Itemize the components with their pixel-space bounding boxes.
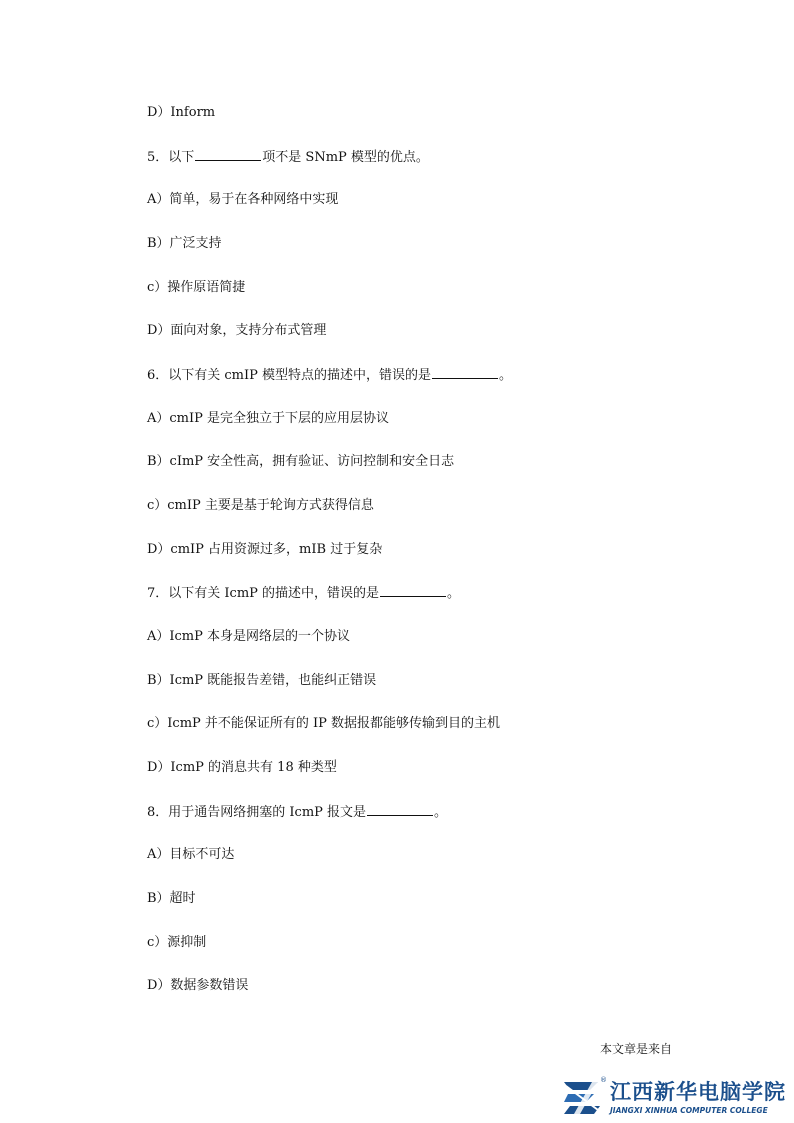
option-d-q4: D）Inform <box>147 105 216 120</box>
college-name: 江西新华电脑学院 <box>610 1080 786 1104</box>
registered-mark: ® <box>600 1076 607 1084</box>
answer-blank <box>195 148 261 161</box>
option-a-q6: A）cmIP 是完全独立于下层的应用层协议 <box>147 411 390 426</box>
college-logo-icon <box>560 1076 604 1120</box>
question-6 <box>147 366 512 385</box>
question-6-suffix: 。 <box>499 368 513 383</box>
college-name-english: JIANGXI XINHUA COMPUTER COLLEGE <box>610 1106 768 1115</box>
question-7 <box>147 584 460 603</box>
question-8 <box>147 803 447 822</box>
question-6-prefix: 6．以下有关 cmIP 模型特点的描述中，错误的是 <box>147 368 432 383</box>
option-a-q7: A）IcmP 本身是网络层的一个协议 <box>147 629 351 644</box>
answer-blank <box>432 366 498 379</box>
question-5-suffix: 项不是 SNmP 模型的优点。 <box>262 150 429 165</box>
answer-blank <box>367 803 433 816</box>
option-c-q8: c）源抑制 <box>147 935 207 950</box>
option-c-q6: c）cmIP 主要是基于轮询方式获得信息 <box>147 498 374 513</box>
option-a-q8: A）目标不可达 <box>147 847 235 862</box>
option-c-q5: c）操作原语简捷 <box>147 280 246 295</box>
question-7-suffix: 。 <box>447 586 461 601</box>
question-8-suffix: 。 <box>434 805 448 820</box>
college-logo <box>560 1076 785 1120</box>
option-d-q7: D）IcmP 的消息共有 18 种类型 <box>147 760 337 775</box>
option-d-q8: D）数据参数错误 <box>147 978 249 993</box>
answer-blank <box>380 584 446 597</box>
source-note: 本文章是来自 <box>600 1042 673 1056</box>
question-5-prefix: 5．以下 <box>147 150 195 165</box>
option-a-q5: A）简单，易于在各种网络中实现 <box>147 192 339 207</box>
question-8-prefix: 8．用于通告网络拥塞的 IcmP 报文是 <box>147 805 367 820</box>
option-b-q5: B）广泛支持 <box>147 236 222 251</box>
option-d-q5: D）面向对象，支持分布式管理 <box>147 323 327 338</box>
question-7-prefix: 7．以下有关 IcmP 的描述中，错误的是 <box>147 586 380 601</box>
option-c-q7: c）IcmP 并不能保证所有的 IP 数据报都能够传输到目的主机 <box>147 716 501 731</box>
option-b-q6: B）cImP 安全性高，拥有验证、访问控制和安全日志 <box>147 454 455 469</box>
option-d-q6: D）cmIP 占用资源过多，mIB 过于复杂 <box>147 542 383 557</box>
option-b-q8: B）超时 <box>147 891 196 906</box>
question-5 <box>147 148 429 167</box>
option-b-q7: B）IcmP 既能报告差错，也能纠正错误 <box>147 673 377 688</box>
